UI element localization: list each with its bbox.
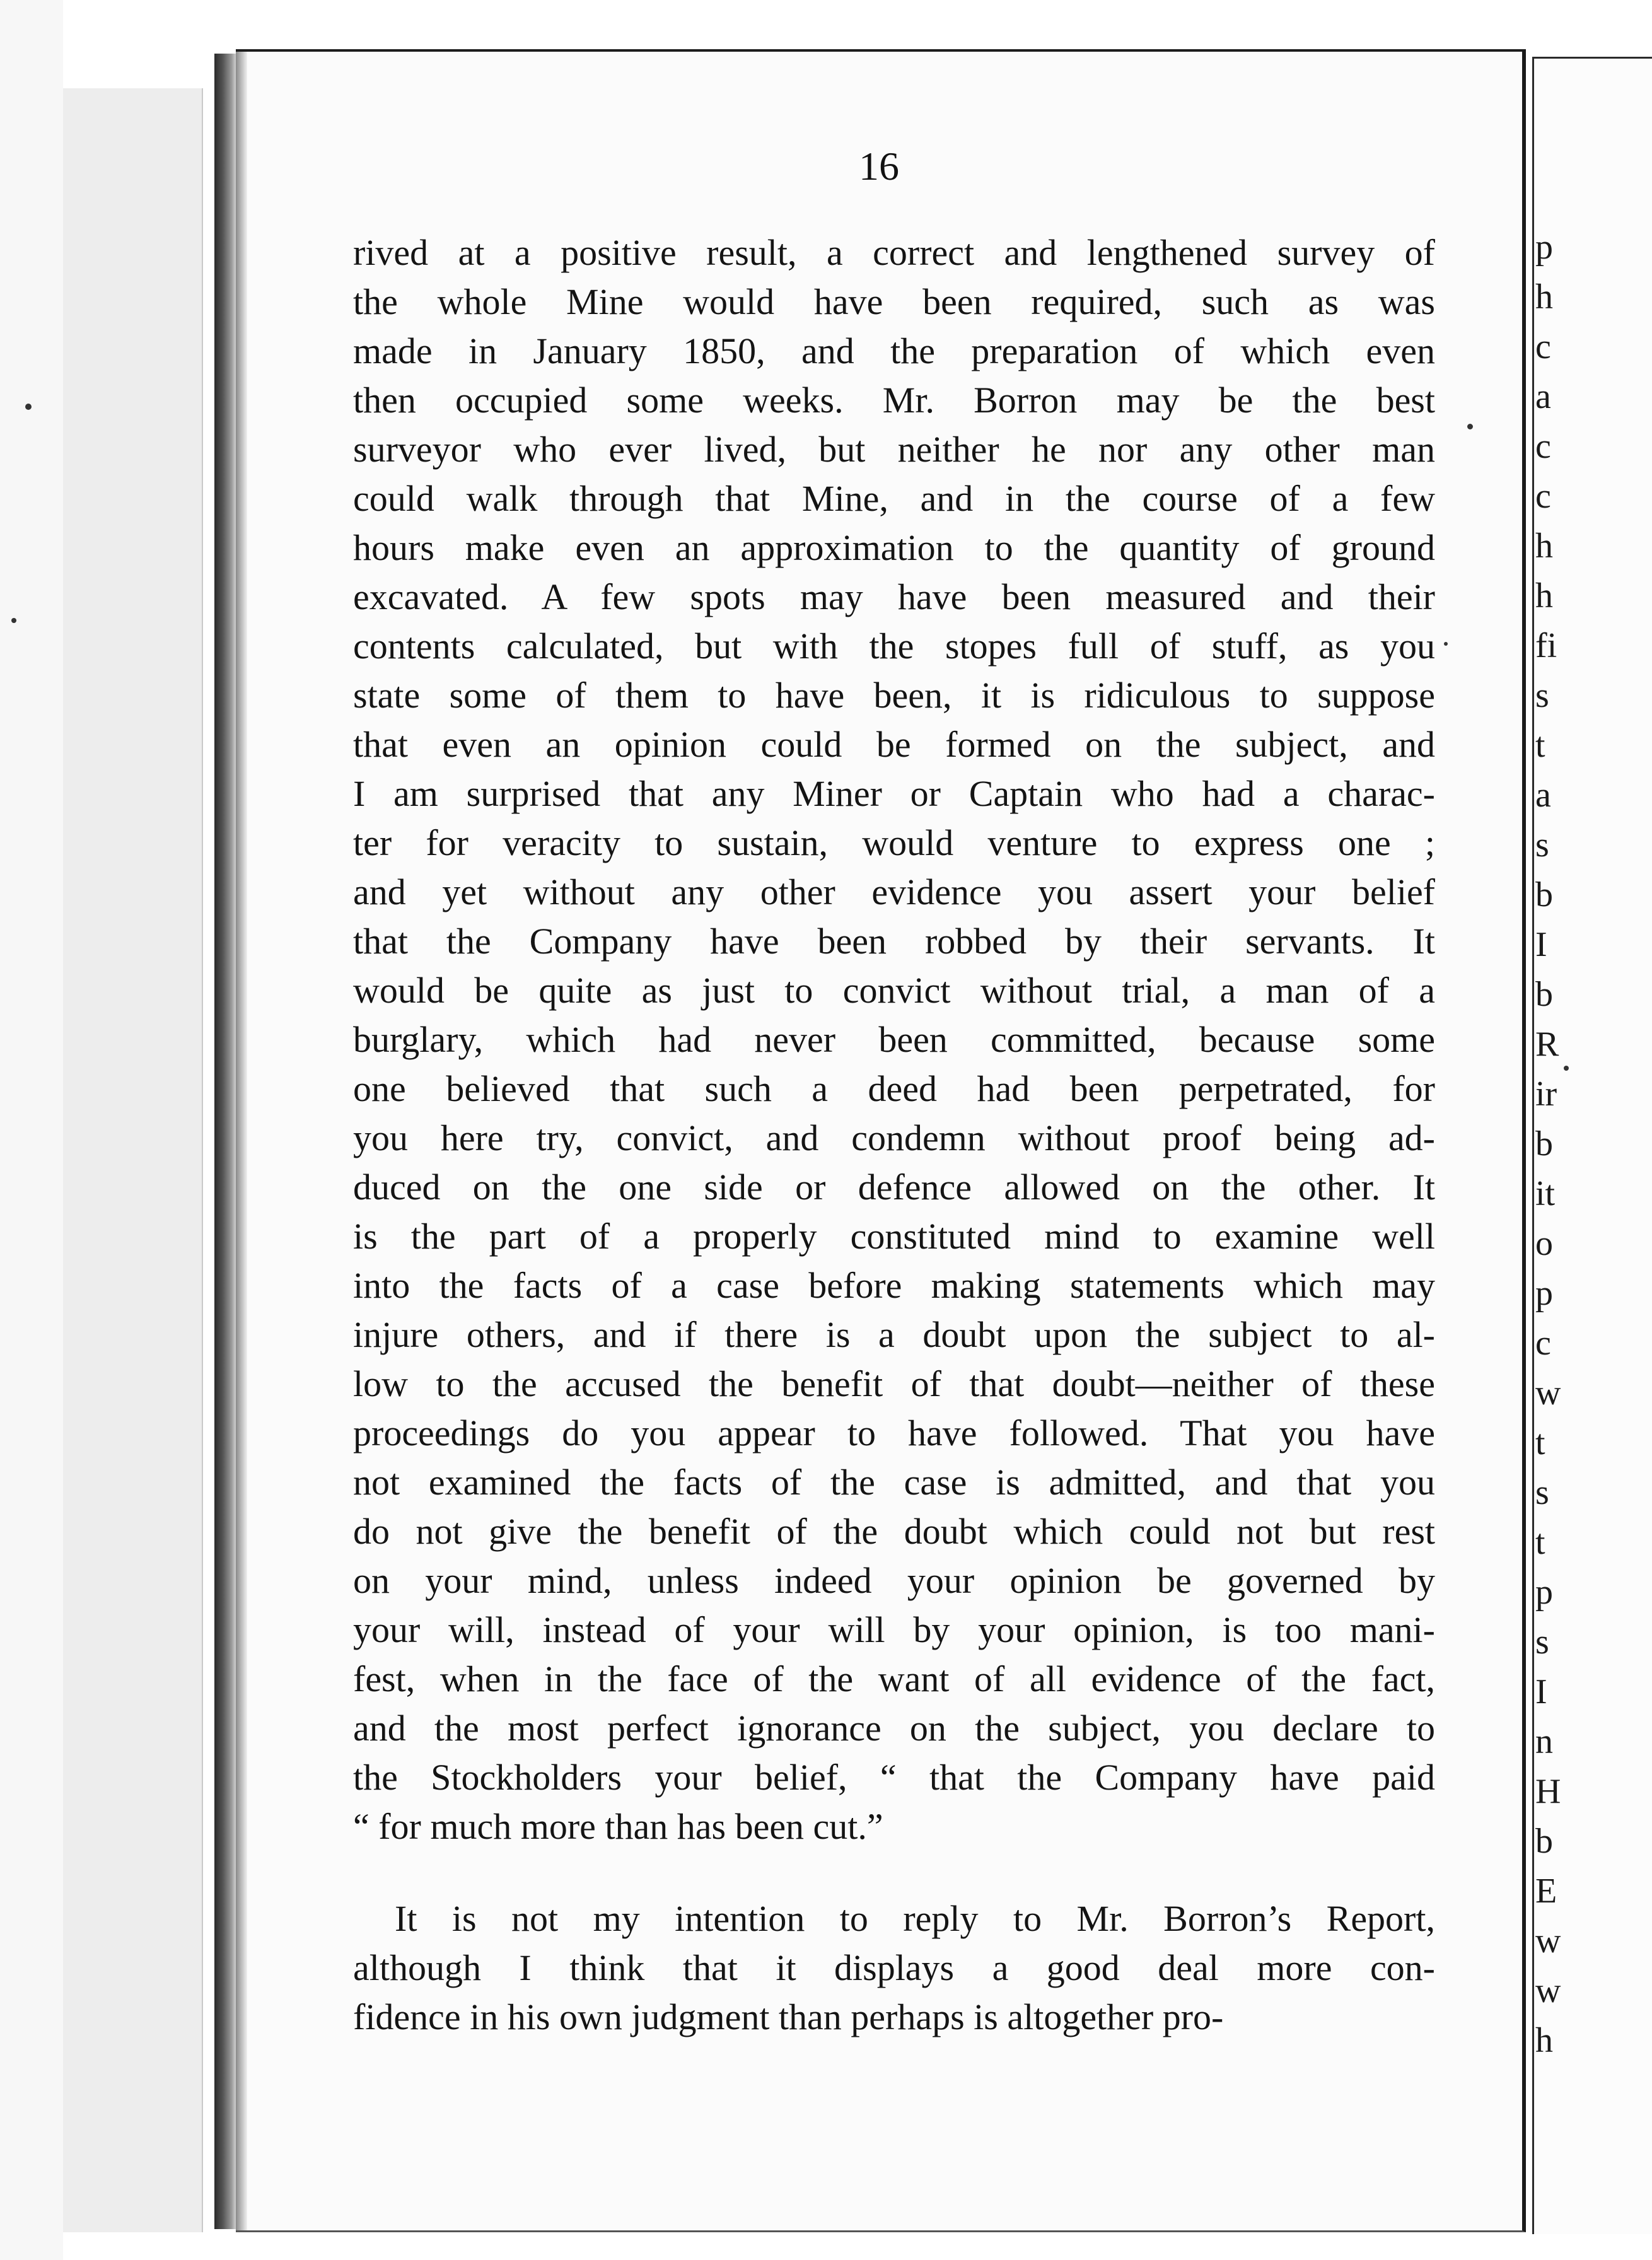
next-page-fragments [1534,223,1652,2066]
next-page-edge [1532,57,1652,2234]
text-line: contents calculated, but with the stopes full of stuff, as you [353,626,1435,667]
paragraph-gap [353,1851,1435,1894]
next-page-fragment: s [1535,1622,1549,1662]
text-line: hours make even an approximation to the quantity of ground [353,527,1435,568]
facing-page-margin [63,88,203,2232]
next-page-fragment: ir [1535,1075,1557,1114]
scan-speck [25,404,32,410]
next-page-fragment: c [1535,1324,1551,1363]
next-page-fragment: w [1535,1921,1561,1960]
next-page-fragment: t [1535,1523,1545,1562]
next-page-fragment: I [1535,1672,1547,1711]
next-page-fragment: H [1535,1772,1561,1811]
next-page-fragment: it [1535,1174,1556,1213]
next-page-fragment: s [1535,825,1549,865]
next-page-fragment: w [1535,1971,1561,2010]
text-line: and the most perfect ignorance on the subject, you declare to [353,1708,1435,1749]
next-page-fragment: b [1535,875,1553,914]
next-page-fragment: p [1535,1274,1553,1313]
next-page-fragment: b [1535,1822,1553,1861]
next-page-fragment: n [1535,1722,1553,1761]
text-line: you here try, convict, and condemn without proof being ad- [353,1117,1435,1158]
book-page [236,49,1526,2232]
next-page-fragment: a [1535,377,1551,416]
scan-speck [1467,424,1473,429]
text-line: “ for much more than has been cut.” [353,1806,883,1847]
next-page-fragment: w [1535,1373,1561,1412]
text-line: injure others, and if there is a doubt upon the subject to al- [353,1314,1435,1355]
next-page-fragment: t [1535,1423,1545,1462]
scan-speck [11,618,16,623]
text-line: your will, instead of your will by your opinion, is too mani- [353,1609,1435,1650]
text-line: on your mind, unless indeed your opinion be governed by [353,1560,1435,1601]
next-page-fragment: fi [1535,626,1557,665]
next-page-fragment: c [1535,427,1551,466]
next-page-fragment: s [1535,676,1549,715]
page-number: 16 [859,144,899,189]
scan-speck [1564,1066,1569,1071]
text-line: proceedings do you appear to have followed. That you have [353,1412,1435,1453]
next-page-fragment: a [1535,776,1551,815]
text-line: rived at a positive result, a correct and lengthened survey of [353,232,1435,273]
text-line: although I think that it displays a good deal more con- [353,1947,1435,1988]
scan-left-edge [0,0,63,2260]
text-line: fest, when in the face of the want of all evidence of the fact, [353,1658,1435,1699]
text-line: It is not my intention to reply to Mr. Borron’s Report, [395,1898,1435,1939]
text-line: one believed that such a deed had been perpetrated, for [353,1068,1435,1109]
text-line: then occupied some weeks. Mr. Borron may be the best [353,380,1435,421]
next-page-fragment: c [1535,327,1551,366]
next-page-fragment: I [1535,925,1547,964]
paragraph-2 [353,1894,1435,2042]
text-line: I am surprised that any Miner or Captain who had a charac- [353,773,1435,814]
next-page-fragment: h [1535,527,1553,566]
text-line: would be quite as just to convict without trial, a man of a [353,970,1435,1011]
text-line: burglary, which had never been committed, because some [353,1019,1435,1060]
text-line: do not give the benefit of the doubt which could not but rest [353,1511,1435,1552]
next-page-fragment: b [1535,1124,1553,1163]
next-page-fragment: E [1535,1872,1557,1911]
next-page-fragment: h [1535,576,1553,615]
next-page-fragment: p [1535,1573,1553,1612]
text-line: made in January 1850, and the preparation of which even [353,330,1435,371]
text-line: fidence in his own judgment than perhaps is altogether pro- [353,1996,1224,2037]
text-line: not examined the facts of the case is admitted, and that you [353,1462,1435,1503]
next-page-fragment: o [1535,1224,1553,1263]
text-line: into the facts of a case before making statements which may [353,1265,1435,1306]
book-binding-shadow [214,54,236,2229]
text-line: that even an opinion could be formed on the subject, and [353,724,1435,765]
paragraph-1 [353,228,1435,1851]
text-line: and yet without any other evidence you assert your belief [353,871,1435,912]
next-page-fragment: h [1535,277,1553,317]
text-line: that the Company have been robbed by their servants. It [353,921,1435,962]
next-page-fragment: R [1535,1025,1559,1064]
text-line: ter for veracity to sustain, would venture to express one ; [353,822,1435,863]
next-page-fragment: p [1535,228,1553,267]
next-page-fragment: h [1535,2021,1553,2060]
text-line: is the part of a properly constituted mind to examine well [353,1216,1435,1257]
text-line: low to the accused the benefit of that doubt—neither of these [353,1363,1435,1404]
text-line: surveyor who ever lived, but neither he nor any other man [353,429,1435,470]
next-page-fragment: c [1535,477,1551,516]
text-line: the whole Mine would have been required, such as was [353,281,1435,322]
text-line: duced on the one side or defence allowed on the other. It [353,1167,1435,1208]
page-body-text [353,228,1435,2042]
next-page-fragment: t [1535,726,1545,765]
text-line: the Stockholders your belief, “ that the Company have paid [353,1757,1435,1798]
text-line: could walk through that Mine, and in the course of a few [353,478,1435,519]
next-page-fragment: s [1535,1473,1549,1512]
next-page-fragment: b [1535,975,1553,1014]
text-line: state some of them to have been, it is ridiculous to suppose [353,675,1435,716]
text-line: excavated. A few spots may have been measured and their [353,576,1435,617]
scan-speck [1444,642,1448,646]
